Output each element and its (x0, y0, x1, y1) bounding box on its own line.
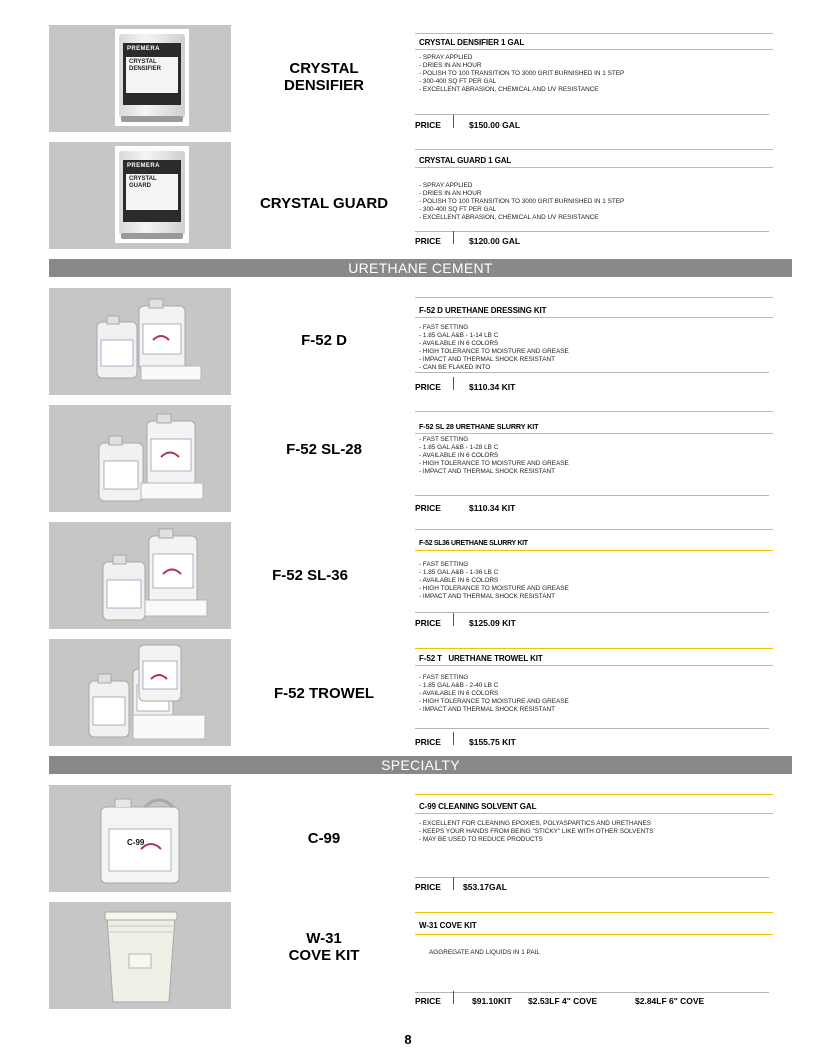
feature-item: - EXCELLENT ABRASION, CHEMICAL AND UV RESISTANCE (419, 86, 599, 93)
feature-item: - EXCELLENT FOR CLEANING EPOXIES, POLYASPARTICS AND URETHANES (419, 820, 652, 827)
feature-item: - AVAILABLE IN 6 COLORS (419, 340, 499, 347)
feature-item: - HIGH TOLERANCE TO MOISTURE AND GREASE (419, 698, 569, 705)
feature-item: - DRIES IN AN HOUR (419, 62, 482, 69)
product-features (419, 674, 569, 714)
price-label: PRICE (415, 882, 441, 892)
product-features (419, 324, 569, 372)
feature-item: - IMPACT AND THERMAL SHOCK RESISTANT (419, 356, 555, 363)
jug-label: C-99 (127, 838, 145, 847)
feature-item: - HIGH TOLERANCE TO MOISTURE AND GREASE (419, 460, 569, 467)
price-value-6in-cove: $2.84LF 6" COVE (635, 996, 705, 1006)
feature-item: - IMPACT AND THERMAL SHOCK RESISTANT (419, 468, 555, 475)
page-number: 8 (404, 1032, 412, 1047)
product-name: C-99 (307, 830, 341, 847)
can-label-text: CRYSTAL DENSIFIER (126, 57, 178, 93)
feature-item: - 1.85 GAL A&B - 1-14 LB C (419, 332, 499, 339)
feature-item: - SPRAY APPLIED (419, 182, 473, 189)
jug-kit-icon (49, 405, 231, 512)
feature-item: - HIGH TOLERANCE TO MOISTURE AND GREASE (419, 348, 569, 355)
product-title: C-99 CLEANING SOLVENT GAL (419, 802, 537, 811)
feature-item: - CAN BE FLAKED INTO (419, 364, 491, 371)
price-label: PRICE (415, 503, 441, 513)
product-title: W-31 COVE KIT (419, 921, 477, 930)
feature-item: - POLISH TO 100 TRANSITION TO 3000 GRIT BURNISHED IN 1 STEP (419, 70, 625, 77)
product-photo (49, 405, 231, 512)
premera-can-icon (115, 146, 189, 243)
can-label-text: CRYSTAL GUARD (126, 174, 178, 210)
price-value: $150.00 GAL (469, 120, 521, 130)
feature-item: - SPRAY APPLIED (419, 54, 473, 61)
jug-kit-icon (49, 639, 231, 746)
product-features (419, 182, 624, 222)
feature-item: - FAST SETTING (419, 324, 469, 331)
jug-kit-icon (49, 522, 231, 629)
product-title: CRYSTAL GUARD 1 GAL (419, 156, 512, 165)
price-value: $110.34 KIT (469, 503, 516, 513)
price-row (415, 993, 775, 1007)
feature-item: - POLISH TO 100 TRANSITION TO 3000 GRIT BURNISHED IN 1 STEP (419, 198, 625, 205)
feature-item: - 1.85 GAL A&B - 1-36 LB C (419, 569, 499, 576)
product-name: F-52 D (301, 332, 347, 349)
product-photo (49, 142, 231, 249)
product-features (429, 949, 540, 957)
feature-item: - IMPACT AND THERMAL SHOCK RESISTANT (419, 593, 555, 600)
price-value: $53.17GAL (463, 882, 507, 892)
price-value: $125.09 KIT (469, 618, 516, 628)
feature-item: - 1.85 GAL A&B - 2-40 LB C (419, 682, 499, 689)
feature-item: - FAST SETTING (419, 561, 469, 568)
price-value: $155.75 KIT (469, 737, 516, 747)
feature-item: - IMPACT AND THERMAL SHOCK RESISTANT (419, 706, 555, 713)
product-title: F-52 T URETHANE TROWEL KIT (419, 654, 543, 663)
feature-item: - AVAILABLE IN 6 COLORS (419, 690, 499, 697)
feature-item: - 1.85 GAL A&B - 1-28 LB C (419, 444, 499, 451)
price-value: $91.10KIT (472, 996, 512, 1006)
product-title: F-52 D URETHANE DRESSING KIT (419, 306, 547, 315)
product-name: F-52 SL-28 (286, 441, 362, 458)
product-name: W-31 COVE KIT (288, 930, 360, 964)
product-features (419, 820, 653, 844)
price-value-4in-cove: $2.53LF 4" COVE (528, 996, 598, 1006)
product-photo (49, 25, 231, 132)
price-label: PRICE (415, 382, 441, 392)
product-features (419, 436, 569, 476)
product-name: CRYSTAL DENSIFIER (283, 60, 364, 94)
feature-item: - FAST SETTING (419, 674, 469, 681)
section-header-specialty: SPECIALTY (49, 756, 792, 774)
product-name: F-52 SL-36 (272, 567, 348, 584)
price-label: PRICE (415, 618, 441, 628)
product-title: F-52 SL 28 URETHANE SLURRY KIT (419, 422, 539, 431)
premera-can-icon (115, 29, 189, 126)
feature-item: AGGREGATE AND LIQUIDS IN 1 PAIL (429, 949, 540, 956)
product-name: CRYSTAL GUARD (259, 195, 389, 212)
feature-item: - FAST SETTING (419, 436, 469, 443)
can-brand: PREMERA (127, 46, 160, 52)
feature-item: - MAY BE USED TO REDUCE PRODUCTS (419, 836, 543, 843)
feature-item: - 300-400 SQ FT PER GAL (419, 206, 497, 213)
product-name: F-52 TROWEL (274, 685, 374, 702)
price-label: PRICE (415, 737, 441, 747)
product-features (419, 561, 569, 601)
feature-item: - AVAILABLE IN 6 COLORS (419, 452, 499, 459)
pail-icon (49, 902, 231, 1009)
product-features (419, 54, 624, 94)
product-title: F-52 SL36 URETHANE SLURRY KIT (419, 540, 528, 547)
product-photo (49, 288, 231, 395)
feature-item: - AVAILABLE IN 6 COLORS (419, 577, 499, 584)
feature-item: - EXCELLENT ABRASION, CHEMICAL AND UV RESISTANCE (419, 214, 599, 221)
can-brand: PREMERA (127, 163, 160, 169)
price-value: $120.00 GAL (469, 236, 521, 246)
section-header-urethane: URETHANE CEMENT (49, 259, 792, 277)
product-title: CRYSTAL DENSIFIER 1 GAL (419, 38, 525, 47)
product-photo (49, 785, 231, 892)
price-label: PRICE (415, 120, 441, 130)
feature-item: - DRIES IN AN HOUR (419, 190, 482, 197)
feature-item: - KEEPS YOUR HANDS FROM BEING "STICKY" LIKE WITH OTHER SOLVENTS (419, 828, 654, 835)
product-photo (49, 522, 231, 629)
solvent-jug-icon (49, 785, 231, 892)
price-label: PRICE (415, 236, 441, 246)
product-photo (49, 902, 231, 1009)
feature-item: - 300-400 SQ FT PER GAL (419, 78, 497, 85)
jug-kit-icon (49, 288, 231, 395)
price-value: $110.34 KIT (469, 382, 516, 392)
feature-item: - HIGH TOLERANCE TO MOISTURE AND GREASE (419, 585, 569, 592)
price-label: PRICE (415, 996, 441, 1006)
product-photo (49, 639, 231, 746)
